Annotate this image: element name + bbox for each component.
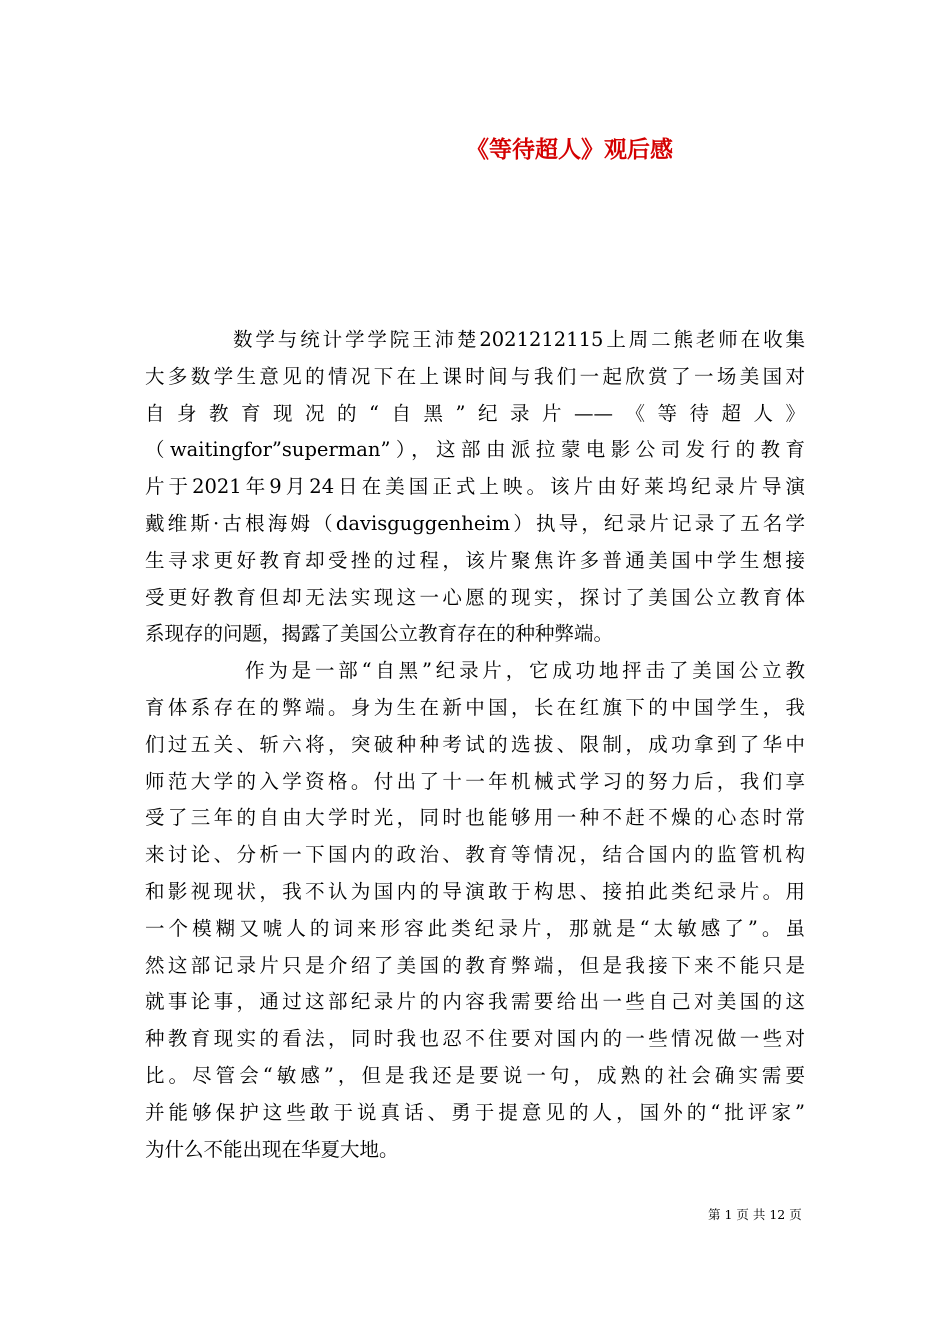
text-line: 师范大学的入学资格。付出了十一年机械式学习的努力后，我们享 [145,769,805,793]
text-line: 片于2021年9月24日在美国正式上映。该片由好莱坞纪录片导演 [145,475,805,499]
text-line: （waitingfor”superman”），这部由派拉蒙电影公司发行的教育 [145,438,805,462]
text-line: 来讨论、分析一下国内的政治、教育等情况，结合国内的监管机构 [145,843,805,867]
paragraph-2 [145,653,805,1168]
text-line: 数学与统计学学院王沛楚2021212115上周二熊老师在收集 [233,328,805,351]
text-line: 戴维斯·古根海姆（davisguggenheim）执导，纪录片记录了五名学 [145,511,805,535]
text-line: 和影视现状，我不认为国内的导演敢于构思、接拍此类纪录片。用 [145,879,805,903]
text-line: 并能够保护这些敢于说真话、勇于提意见的人，国外的“批评家” [145,1100,805,1124]
text-line: 受了三年的自由大学时光，同时也能够用一种不赶不燥的心态时常 [145,806,805,830]
text-line: 为什么不能出现在华夏大地。 [145,1137,399,1161]
text-line: 大多数学生意见的情况下在上课时间与我们一起欣赏了一场美国对 [145,364,805,388]
text-line: 就事论事，通过这部纪录片的内容我需要给出一些自己对美国的这 [145,990,805,1014]
text-line: 种教育现实的看法，同时我也忍不住要对国内的一些情况做一些对 [145,1027,805,1051]
text-line: 作为是一部“自黑”纪录片，它成功地抨击了美国公立教 [245,659,805,683]
text-line: 系现存的问题，揭露了美国公立教育存在的种种弊端。 [145,622,614,646]
document-body [145,322,805,1168]
text-line: 比。尽管会“敏感”，但是我还是要说一句，成熟的社会确实需要 [145,1063,805,1087]
text-line: 受更好教育但却无法实现这一心愿的现实，探讨了美国公立教育体 [145,585,805,609]
text-line: 们过五关、斩六将，突破种种考试的选拔、限制，成功拿到了华中 [145,732,805,756]
text-line: 生寻求更好教育却受挫的过程，该片聚焦许多普通美国中学生想接 [145,548,805,572]
text-line: 育体系存在的弊端。身为生在新中国，长在红旗下的中国学生，我 [145,695,805,719]
text-line: 自身教育现况的“自黑”纪录片——《等待超人》 [145,401,805,425]
document-title: 《等待超人》观后感 [466,136,673,163]
paragraph-1 [145,322,805,653]
page-number: 第 1 页 共 12 页 [708,1207,802,1222]
text-line: 一个模糊又唬人的词来形容此类纪录片，那就是“太敏感了”。虽 [145,916,805,940]
text-line: 然这部记录片只是介绍了美国的教育弊端，但是我接下来不能只是 [145,953,805,977]
